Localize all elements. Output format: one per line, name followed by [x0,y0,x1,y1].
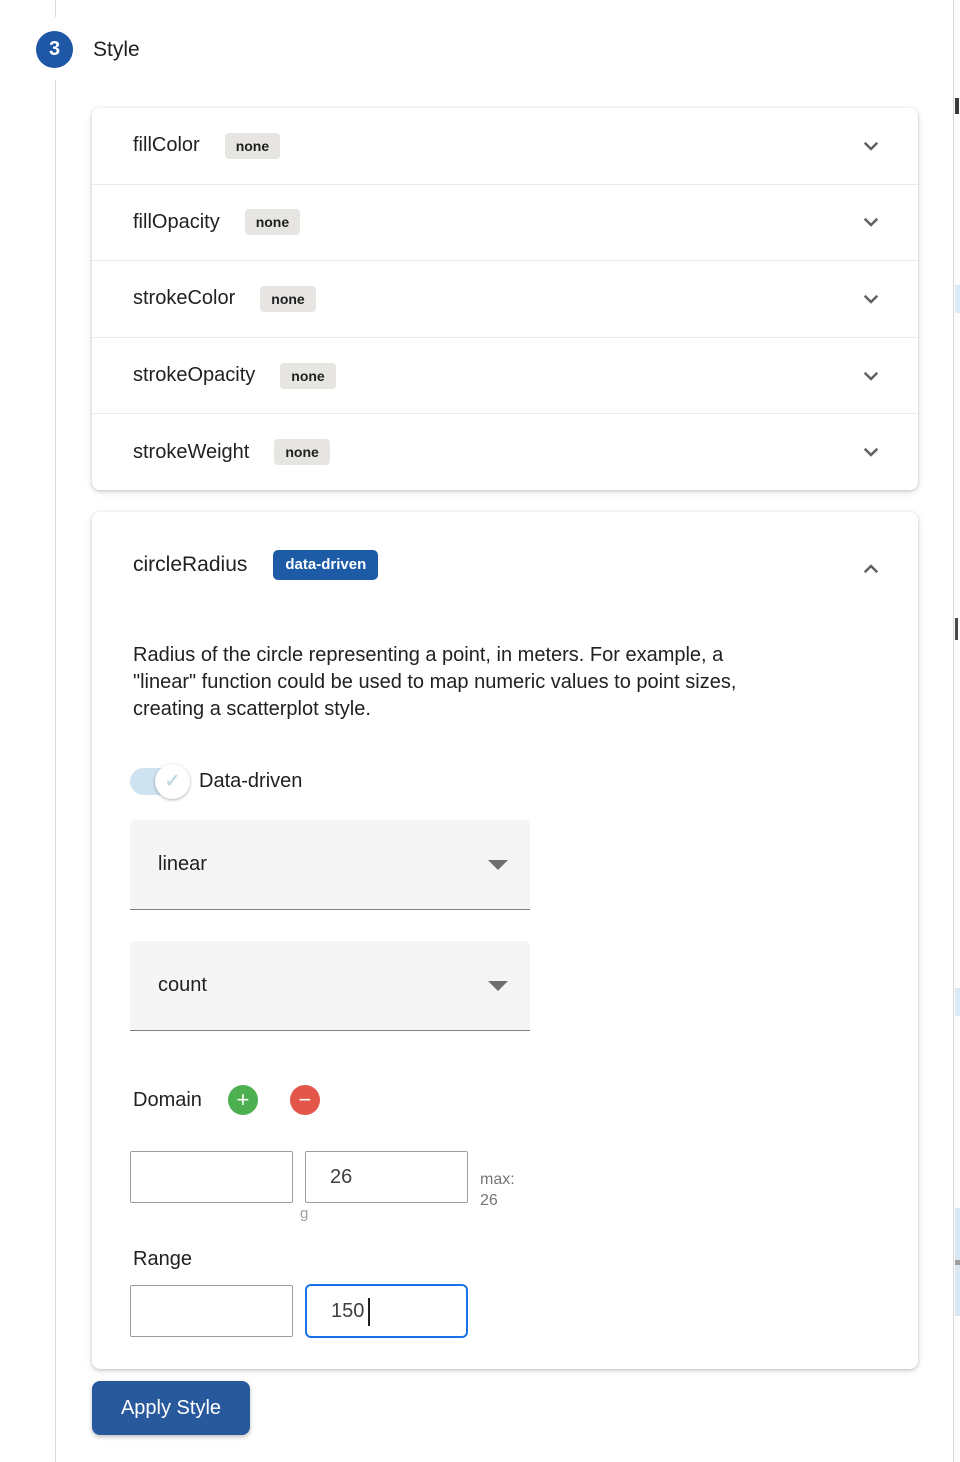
range-inputs-row [130,1285,918,1337]
step-number-badge [36,31,73,68]
property-label: circleRadius [133,553,248,576]
property-label: strokeColor [133,287,236,310]
max-hint-label: max: [480,1171,515,1188]
property-description [133,642,884,723]
toggle-thumb [155,764,190,799]
domain-max-input[interactable] [305,1151,468,1203]
accordion-row-fillcolor[interactable] [92,108,918,185]
add-domain-stop-button[interactable] [228,1085,258,1115]
clipped-content-fragment [955,618,958,640]
domain-section-header [133,1081,918,1119]
range-max-input[interactable] [305,1284,468,1338]
clipped-content-fragment [955,285,960,313]
step-number: 3 [48,38,61,60]
description-line: Radius of the circle representing a point, in meters. For example, a [133,644,724,666]
domain-max-hint [480,1169,515,1211]
step-guide-line [55,80,56,1462]
toggle-label: Data-driven [199,769,303,792]
domain-min-input[interactable] [130,1151,293,1203]
text-cursor [368,1298,370,1326]
apply-style-button[interactable]: Apply Style [92,1381,250,1435]
domain-inputs-row [130,1151,918,1222]
function-select-value: linear [158,853,207,875]
accordion-row-fillopacity[interactable] [92,185,918,262]
check-icon: ✓ [164,770,181,792]
data-driven-toggle[interactable] [130,768,182,795]
description-line: "linear" function could be used to map numeric values to point sizes, [133,671,737,693]
chevron-down-icon [858,133,884,159]
clipped-content-fragment [955,98,959,114]
dropdown-arrow-icon [488,860,508,870]
circle-radius-card [92,512,918,1369]
range-label: Range [133,1247,192,1270]
status-badge: none [245,209,300,235]
function-select[interactable] [130,820,530,910]
status-badge: none [274,439,329,465]
max-hint-value: 26 [480,1192,498,1209]
accordion-row-strokeweight[interactable] [92,414,918,490]
range-section-header [133,1245,918,1273]
style-properties-card [92,108,918,490]
remove-domain-stop-button[interactable] [290,1085,320,1115]
chevron-down-icon [858,209,884,235]
attribute-select-value: count [158,974,207,996]
property-label: fillOpacity [133,210,220,233]
chevron-down-icon [858,286,884,312]
status-badge: none [280,363,335,389]
plus-icon: + [236,1087,250,1112]
minus-icon: − [298,1087,312,1112]
step-guide-line [55,0,56,17]
dropdown-arrow-icon [488,981,508,991]
chevron-down-icon [858,439,884,465]
property-label: strokeOpacity [133,364,256,387]
domain-label: Domain [133,1088,202,1111]
property-label: strokeWeight [133,440,250,463]
clipped-right-panel [953,0,960,1462]
chevron-down-icon [858,363,884,389]
clipped-content-fragment [955,1260,960,1265]
stray-glyph: ɡ [300,1205,309,1222]
attribute-select[interactable] [130,941,530,1031]
page-title: Style [93,38,140,61]
data-driven-toggle-row [130,763,918,799]
status-badge: none [260,286,315,312]
data-driven-badge: data-driven [273,550,378,580]
accordion-row-strokecolor[interactable] [92,261,918,338]
clipped-content-fragment [955,988,960,1016]
accordion-row-circleradius[interactable] [92,512,918,582]
property-label: fillColor [133,134,200,157]
range-max-wrap [305,1285,468,1337]
status-badge: none [225,133,280,159]
accordion-row-strokeopacity[interactable] [92,338,918,415]
range-min-input[interactable] [130,1285,293,1337]
chevron-up-icon [858,556,884,582]
description-line: creating a scatterplot style. [133,698,371,720]
